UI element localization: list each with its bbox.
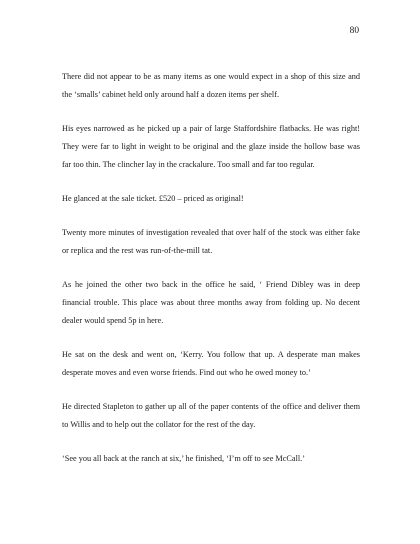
page-number: 80 [349,26,359,36]
paragraph: He directed Stapleton to gather up all of the paper contents of the office and deliver them to Willis and to help out the collator for the rest of the day. [62,402,360,429]
paragraph: ‘See you all back at the ranch at six,’ he finished, ‘I’m off to see McCall.’ [62,454,305,463]
paragraph: He glanced at the sale ticket. £520 – priced as original! [62,194,244,203]
paragraph: Twenty more minutes of investigation revealed that over half of the stock was either fake or replica and the rest was run-of-the-mill tat. [62,228,360,255]
paragraph: There did not appear to be as many items as one would expect in a shop of this size and the ‘smalls’ cabinet held only around half a dozen items per shelf. [62,72,360,99]
paragraph: As he joined the other two back in the office he said, ‘ Friend Dibley was in deep financial trouble. This place was about three months away from folding up. No decent dealer would spend 5p in here. [62,280,360,325]
body-text [62,68,360,484]
paragraph: His eyes narrowed as he picked up a pair of large Staffordshire flatbacks. He was right! They were far to light in weight to be original and the glaze inside the hollow base was far too thin. The clincher lay in the crackalure. Too small and far too regular. [62,124,360,169]
paragraph: He sat on the desk and went on, ‘Kerry. You follow that up. A desperate man makes desperate moves and even worse friends. Find out who he owed money to.’ [62,350,360,377]
